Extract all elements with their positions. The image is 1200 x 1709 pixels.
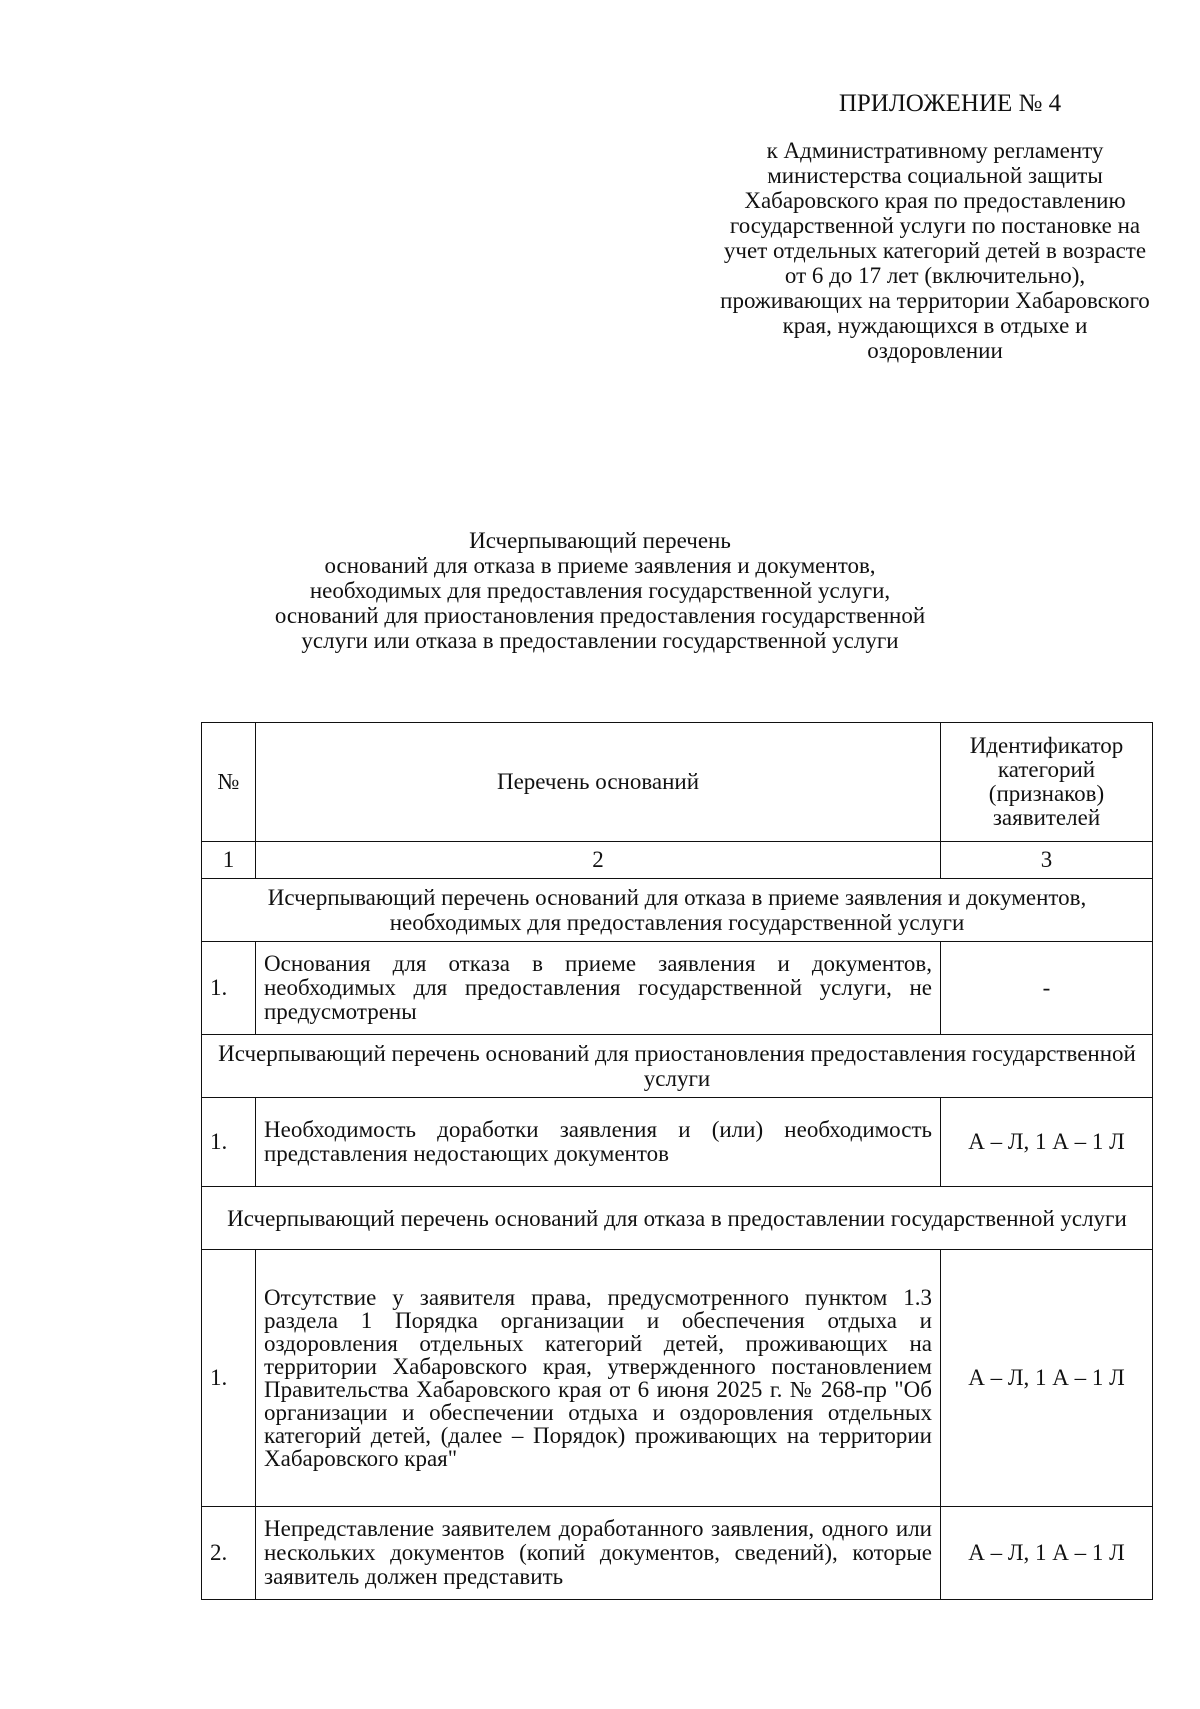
table-row (202, 942, 1153, 1035)
appendix-text: к Административному регламенту министерства социальной защиты Хабаровского края по предоставлению государственной услуги по постановке на учет отдельных категорий детей в возрасте от 6 до 17 лет (включительно), проживающих на территории Хабаровского края, нуждающихся в отдыхе и оздоровлении (720, 137, 1150, 363)
row-text: Отсутствие у заявителя права, предусмотренного пунктом 1.3 раздела 1 Порядка организации и обеспечения отдыха и оздоровления отдельных категорий детей, проживающих на территории Хабаровского края, утвержденного постановлением Правительства Хабаровского края от 6 июня 2025 г. № 268-пр "Об организации и обеспечении отдыха и оздоровления отдельных категорий детей, (далее – Порядок) проживающих на территории Хабаровского края" (256, 1250, 941, 1507)
row-identifier: - (941, 942, 1153, 1035)
column-index-row (202, 842, 1153, 879)
table-row (202, 1507, 1153, 1600)
header-num: № (202, 723, 256, 842)
row-number: 1. (202, 1098, 256, 1187)
title-line: оснований для отказа в приеме заявления и документов, (324, 553, 876, 578)
table-row (202, 1250, 1153, 1507)
table-row (202, 1098, 1153, 1187)
row-identifier: А – Л, 1 А – 1 Л (941, 1250, 1153, 1507)
document-title (255, 528, 945, 653)
section-row (202, 879, 1153, 942)
title-line: оснований для приостановления предоставления государственной (274, 603, 926, 628)
row-text-cell (256, 1507, 941, 1600)
grounds-table (201, 722, 1153, 1600)
row-identifier: А – Л, 1 А – 1 Л (941, 1507, 1153, 1600)
row-text: Непредставление заявителем доработанного заявления, одного или нескольких документов (копий документов, сведений), которые заявитель должен представить (264, 1517, 932, 1589)
section-title: Исчерпывающий перечень оснований для отказа в предоставлении государственной услуги (202, 1187, 1153, 1250)
appendix-block (715, 90, 1155, 363)
column-index: 1 (202, 842, 256, 879)
row-text: Необходимость доработки заявления и (или) необходимость представления недостающих документов (256, 1098, 941, 1187)
appendix-title: ПРИЛОЖЕНИЕ № 4 (838, 90, 1062, 117)
title-line: необходимых для предоставления государственной услуги, (309, 578, 891, 603)
table-header-row (202, 723, 1153, 842)
column-index: 3 (941, 842, 1153, 879)
row-number: 2. (202, 1507, 256, 1600)
section-row (202, 1187, 1153, 1250)
row-number: 1. (202, 1250, 256, 1507)
column-index: 2 (256, 842, 941, 879)
title-line: услуги или отказа в предоставлении государственной услуги (301, 628, 899, 653)
row-identifier: А – Л, 1 А – 1 Л (941, 1098, 1153, 1187)
section-title: Исчерпывающий перечень оснований для отказа в приеме заявления и документов, необходимых для предоставления государственной услуги (202, 879, 1153, 942)
row-number: 1. (202, 942, 256, 1035)
title-line: Исчерпывающий перечень (469, 528, 731, 553)
row-text: Основания для отказа в приеме заявления и документов, необходимых для предоставления государственной услуги, не предусмотрены (256, 942, 941, 1035)
section-title: Исчерпывающий перечень оснований для приостановления предоставления государственной услуги (202, 1035, 1153, 1098)
section-row (202, 1035, 1153, 1098)
header-grounds: Перечень оснований (256, 723, 941, 842)
header-identifier: Идентификатор категорий (признаков) заявителей (941, 723, 1153, 842)
